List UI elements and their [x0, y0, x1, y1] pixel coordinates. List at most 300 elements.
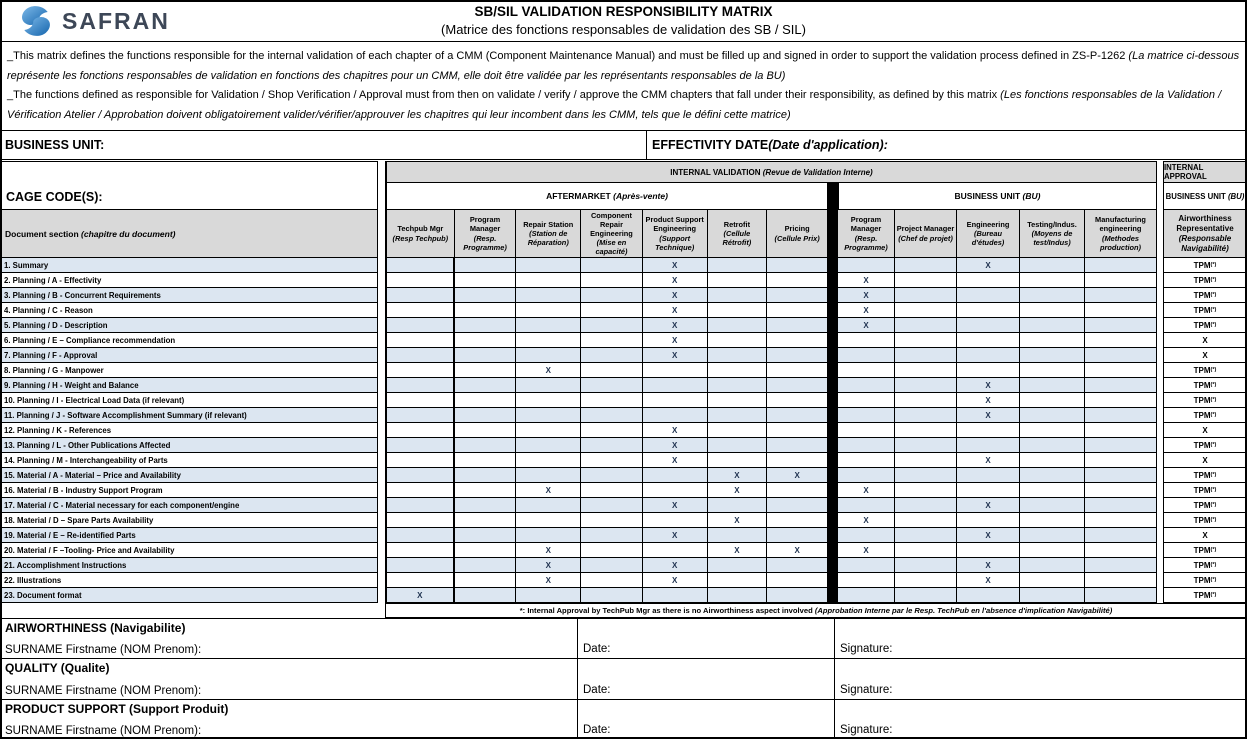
- matrix-cell: [1020, 303, 1085, 317]
- matrix-cell: [708, 453, 768, 467]
- airworthiness-date-field[interactable]: [578, 619, 835, 658]
- matrix-row: [387, 528, 828, 543]
- x-mark: X: [545, 485, 551, 495]
- row-label: 13. Planning / L - Other Publications Affected: [1, 438, 377, 453]
- x-mark: X: [863, 305, 869, 315]
- matrix-cell: [838, 528, 895, 542]
- product-support-date-field[interactable]: [578, 700, 835, 739]
- matrix-cell: [455, 348, 517, 362]
- matrix-cell: [455, 333, 517, 347]
- matrix-cell: [455, 408, 517, 422]
- matrix-cell: [1020, 333, 1085, 347]
- matrix-cell: [838, 318, 895, 332]
- matrix-cell: [838, 363, 895, 377]
- matrix-row: [838, 588, 1157, 603]
- matrix-cell: [516, 498, 581, 512]
- matrix-cell: [643, 528, 708, 542]
- matrix-row: [387, 573, 828, 588]
- matrix-cell: [708, 483, 768, 497]
- matrix-cell: [455, 543, 517, 557]
- matrix-cell: [387, 333, 455, 347]
- matrix-cell: [957, 588, 1020, 602]
- matrix-row: [838, 408, 1157, 423]
- matrix-cell: [1020, 513, 1085, 527]
- approval-cell: TPM (*): [1164, 363, 1246, 378]
- row-label: 20. Material / F –Tooling- Price and Availability: [1, 543, 377, 558]
- matrix-cell: [767, 258, 828, 272]
- matrix-cell: [455, 423, 517, 437]
- matrix-cell: [1085, 318, 1157, 332]
- column-header-component-repair-engineering: [581, 209, 643, 258]
- x-mark: X: [545, 575, 551, 585]
- x-mark: X: [545, 545, 551, 555]
- matrix-cell: [516, 438, 581, 452]
- x-mark: X: [545, 365, 551, 375]
- matrix-cell: [1020, 393, 1085, 407]
- matrix-cell: [708, 348, 768, 362]
- matrix-cell: [838, 543, 895, 557]
- matrix-cell: [387, 453, 455, 467]
- matrix-cell: [387, 513, 455, 527]
- column-header-program-manager: [455, 209, 517, 258]
- matrix-cell: [581, 528, 643, 542]
- matrix-cell: [1085, 498, 1157, 512]
- x-mark: X: [985, 560, 991, 570]
- matrix-cell: [895, 288, 957, 302]
- matrix-cell: [455, 318, 517, 332]
- matrix-cell: [767, 318, 828, 332]
- matrix-cell: [838, 258, 895, 272]
- matrix-cell: [581, 498, 643, 512]
- matrix-cell: [838, 453, 895, 467]
- signature-label: Signature:: [840, 643, 893, 656]
- column-header-fr: (Methodes production): [1099, 233, 1142, 252]
- footnote-en: *: Internal Approval by TechPub Mgr as there is no Airworthiness aspect involved: [519, 606, 815, 615]
- matrix-cell: [643, 318, 708, 332]
- approval-cell: TPM (*): [1164, 258, 1246, 273]
- x-mark: X: [985, 260, 991, 270]
- date-label: Date:: [583, 683, 611, 696]
- column-header-fr: (Cellule Rétrofit): [722, 228, 752, 248]
- matrix-row: [838, 453, 1157, 468]
- effectivity-date-field[interactable]: [647, 131, 1247, 159]
- matrix-cell: [838, 558, 895, 572]
- matrix-cell: [767, 588, 828, 602]
- matrix-row: [838, 468, 1157, 483]
- title-block: [0, 3, 1247, 39]
- matrix-cell: [581, 438, 643, 452]
- column-header-en: Program Manager: [469, 215, 501, 234]
- matrix-row: [387, 348, 828, 363]
- matrix-cell: [895, 513, 957, 527]
- matrix-cell: [895, 258, 957, 272]
- matrix-row: [838, 498, 1157, 513]
- matrix-cell: [767, 363, 828, 377]
- matrix-cell: [767, 303, 828, 317]
- matrix-cell: [581, 273, 643, 287]
- matrix-cell: [581, 333, 643, 347]
- x-mark: X: [672, 500, 678, 510]
- airworthiness-name-field[interactable]: [0, 619, 578, 658]
- matrix-cell: [455, 288, 517, 302]
- matrix-row: [387, 273, 828, 288]
- matrix-cell: [516, 378, 581, 392]
- matrix-cell: [387, 588, 455, 602]
- column-header-techpub-mgr: [387, 209, 455, 258]
- matrix-cell: [957, 288, 1020, 302]
- matrix-row: [838, 333, 1157, 348]
- column-header-fr: (Cellule Prix): [774, 233, 820, 243]
- matrix-cell: [581, 468, 643, 482]
- x-mark: X: [545, 560, 551, 570]
- matrix-cell: [581, 423, 643, 437]
- matrix-cell: [767, 273, 828, 287]
- matrix-cell: [1020, 498, 1085, 512]
- matrix-cell: [957, 498, 1020, 512]
- x-mark: X: [417, 590, 423, 600]
- approval-cell: TPM (*): [1164, 558, 1246, 573]
- internal-validation-label-fr: (Revue de Validation Interne): [762, 167, 873, 177]
- matrix-cell: [838, 408, 895, 422]
- document-section-rows: [0, 258, 378, 603]
- row-label: 4. Planning / C - Reason: [1, 303, 377, 318]
- quality-date-field[interactable]: [578, 659, 835, 698]
- matrix-cell: [516, 408, 581, 422]
- column-header-en: Product Support Engineering: [645, 215, 704, 234]
- matrix-row: [387, 438, 828, 453]
- cage-codes-field[interactable]: [0, 161, 378, 210]
- column-header-repair-station: [516, 209, 581, 258]
- column-header-product-support-engineering: [643, 209, 708, 258]
- approval-cell: X: [1164, 528, 1246, 543]
- matrix-cell: [957, 303, 1020, 317]
- matrix-cell: [895, 528, 957, 542]
- matrix-row: [838, 273, 1157, 288]
- matrix-cell: [455, 588, 517, 602]
- matrix-cell: [387, 528, 455, 542]
- matrix-cell: [1020, 348, 1085, 362]
- matrix-cell: [895, 438, 957, 452]
- x-mark: X: [672, 305, 678, 315]
- bu-group-label: BUSINESS UNIT: [954, 191, 1023, 201]
- matrix-cell: [516, 453, 581, 467]
- matrix-cell: [581, 393, 643, 407]
- bu-matrix-cells: [838, 258, 1157, 603]
- surname-label: SURNAME Firstname (NOM Prenom):: [5, 684, 202, 697]
- matrix-cell: [1085, 558, 1157, 572]
- matrix-row: [838, 483, 1157, 498]
- matrix-cell: [838, 393, 895, 407]
- row-label: 12. Planning / K - References: [1, 423, 377, 438]
- row-label: 23. Document format: [1, 588, 377, 603]
- matrix-cell: [1020, 288, 1085, 302]
- matrix-cell: [1085, 333, 1157, 347]
- x-mark: X: [985, 500, 991, 510]
- approval-cell: TPM (*): [1164, 273, 1246, 288]
- cage-codes-label: CAGE CODE(S):: [6, 190, 103, 204]
- matrix-cell: [455, 483, 517, 497]
- approval-cell: TPM (*): [1164, 468, 1246, 483]
- row-label: 9. Planning / H - Weight and Balance: [1, 378, 377, 393]
- matrix-cell: [455, 378, 517, 392]
- matrix-cell: [387, 258, 455, 272]
- matrix-cell: [1020, 438, 1085, 452]
- matrix-cell: [581, 483, 643, 497]
- column-header-project-manager: [895, 209, 957, 258]
- bu-column-headers: [838, 209, 1157, 258]
- matrix-cell: [516, 288, 581, 302]
- matrix-cell: [957, 273, 1020, 287]
- column-header-retrofit: [708, 209, 768, 258]
- bu-group-label-fr: (BU): [1022, 191, 1041, 201]
- matrix-cell: [1085, 258, 1157, 272]
- matrix-cell: [516, 318, 581, 332]
- matrix-cell: [957, 483, 1020, 497]
- matrix-cell: [387, 393, 455, 407]
- x-mark: X: [985, 380, 991, 390]
- matrix-cell: [767, 543, 828, 557]
- matrix-cell: [455, 498, 517, 512]
- matrix-cell: [1085, 468, 1157, 482]
- x-mark: X: [863, 290, 869, 300]
- matrix-cell: [516, 588, 581, 602]
- matrix-cell: [767, 513, 828, 527]
- row-label: 15. Material / A - Material – Price and Availability: [1, 468, 377, 483]
- matrix-row: [838, 303, 1157, 318]
- column-header-en: Repair Station: [523, 219, 574, 229]
- matrix-cell: [455, 558, 517, 572]
- business-unit-row: [0, 131, 1247, 160]
- matrix-cell: [957, 558, 1020, 572]
- matrix-cell: [957, 573, 1020, 587]
- x-mark: X: [672, 275, 678, 285]
- matrix-cell: [643, 258, 708, 272]
- matrix-cell: [1085, 363, 1157, 377]
- matrix-cell: [1085, 528, 1157, 542]
- row-label: 10. Planning / I - Electrical Load Data (if relevant): [1, 393, 377, 408]
- matrix-cell: [1085, 273, 1157, 287]
- matrix-cell: [957, 408, 1020, 422]
- matrix-cell: [455, 303, 517, 317]
- matrix-cell: [838, 573, 895, 587]
- row-label: 2. Planning / A - Effectivity: [1, 273, 377, 288]
- matrix-cell: [708, 468, 768, 482]
- matrix-cell: [957, 318, 1020, 332]
- matrix-cell: [643, 513, 708, 527]
- matrix-cell: [767, 438, 828, 452]
- signature-section: [0, 618, 1247, 739]
- column-header-fr: (Resp Techpub): [392, 233, 449, 243]
- matrix-cell: [581, 513, 643, 527]
- matrix-row: [838, 378, 1157, 393]
- matrix-cell: [387, 408, 455, 422]
- matrix-cell: [895, 303, 957, 317]
- matrix-row: [838, 573, 1157, 588]
- x-mark: X: [794, 470, 800, 480]
- column-header-fr: (Mise en capacité): [595, 238, 628, 257]
- matrix-row: [838, 288, 1157, 303]
- document-section-label: Document section: [5, 228, 82, 239]
- matrix-cell: [1020, 318, 1085, 332]
- matrix-cell: [1020, 468, 1085, 482]
- approval-cell: TPM (*): [1164, 393, 1246, 408]
- matrix-cell: [516, 573, 581, 587]
- matrix-cell: [516, 558, 581, 572]
- matrix-cell: [838, 288, 895, 302]
- footnote: [385, 603, 1247, 618]
- signature-row-product-support: [0, 699, 1247, 739]
- matrix-cell: [387, 558, 455, 572]
- matrix-row: [838, 438, 1157, 453]
- product-support-name-field[interactable]: [0, 700, 578, 739]
- matrix-cell: [1085, 513, 1157, 527]
- matrix-row: [387, 483, 828, 498]
- matrix-cell: [895, 468, 957, 482]
- matrix-cell: [455, 453, 517, 467]
- matrix-cell: [643, 543, 708, 557]
- matrix-cell: [1085, 423, 1157, 437]
- x-mark: X: [863, 515, 869, 525]
- matrix-cell: [708, 363, 768, 377]
- matrix-cell: [767, 453, 828, 467]
- matrix-cell: [516, 333, 581, 347]
- approval-cell: TPM (*): [1164, 303, 1246, 318]
- page-subtitle: (Matrice des fonctions responsables de validation des SB / SIL): [441, 22, 806, 38]
- date-label: Date:: [583, 723, 611, 736]
- row-label: 22. Illustrations: [1, 573, 377, 588]
- approval-cell: X: [1164, 348, 1246, 363]
- row-label: 6. Planning / E – Compliance recommendation: [1, 333, 377, 348]
- matrix-cell: [767, 468, 828, 482]
- column-header-en: Techpub Mgr: [397, 224, 444, 234]
- x-mark: X: [672, 260, 678, 270]
- matrix-cell: [708, 408, 768, 422]
- matrix-cell: [1020, 483, 1085, 497]
- row-label: 11. Planning / J - Software Accomplishment Summary (if relevant): [1, 408, 377, 423]
- matrix-cell: [643, 378, 708, 392]
- approval-cell: TPM (*): [1164, 288, 1246, 303]
- x-mark: X: [672, 575, 678, 585]
- matrix-cell: [387, 483, 455, 497]
- aftermarket-label: AFTERMARKET: [546, 191, 614, 201]
- column-header-engineering: [957, 209, 1020, 258]
- matrix-row: [838, 423, 1157, 438]
- matrix-cell: [516, 513, 581, 527]
- surname-label: SURNAME Firstname (NOM Prenom):: [5, 644, 202, 657]
- approval-cell: TPM (*): [1164, 588, 1246, 603]
- matrix-row: [838, 528, 1157, 543]
- column-header-en: Pricing: [784, 224, 810, 234]
- matrix-cell: [581, 258, 643, 272]
- matrix-cell: [581, 303, 643, 317]
- column-header-en: Testing/Indus.: [1027, 219, 1077, 229]
- product-support-signature-field[interactable]: [835, 700, 1247, 739]
- row-label: 19. Material / E – Re-identified Parts: [1, 528, 377, 543]
- matrix-row: [387, 468, 828, 483]
- approval-cell: TPM (*): [1164, 318, 1246, 333]
- column-header-en: Engineering: [966, 219, 1010, 229]
- matrix-cell: [643, 468, 708, 482]
- signature-role-label: AIRWORTHINESS (Navigabilite): [5, 621, 186, 635]
- matrix-cell: [957, 453, 1020, 467]
- approval-cell: TPM (*): [1164, 438, 1246, 453]
- matrix-cell: [708, 573, 768, 587]
- quality-signature-field[interactable]: [835, 659, 1247, 698]
- matrix-cell: [581, 378, 643, 392]
- x-mark: X: [734, 545, 740, 555]
- internal-validation-header: [385, 161, 1157, 183]
- business-unit-label: BUSINESS UNIT:: [5, 138, 105, 152]
- matrix-row: [387, 408, 828, 423]
- matrix-cell: [838, 438, 895, 452]
- matrix-cell: [387, 498, 455, 512]
- matrix-cell: [838, 588, 895, 602]
- approval-cell: X: [1164, 423, 1246, 438]
- matrix-cell: [708, 558, 768, 572]
- matrix-row: [387, 303, 828, 318]
- matrix-cell: [895, 558, 957, 572]
- matrix-cell: [708, 423, 768, 437]
- matrix-cell: [643, 393, 708, 407]
- matrix-row: [838, 558, 1157, 573]
- aftermarket-bu-divider: [828, 182, 838, 603]
- matrix-row: [838, 543, 1157, 558]
- x-mark: X: [985, 575, 991, 585]
- matrix-cell: [581, 408, 643, 422]
- x-mark: X: [734, 470, 740, 480]
- matrix-cell: [455, 528, 517, 542]
- signature-label: Signature:: [840, 723, 893, 736]
- x-mark: X: [672, 530, 678, 540]
- matrix-cell: [1020, 363, 1085, 377]
- matrix-cell: [957, 528, 1020, 542]
- matrix-cell: [895, 273, 957, 287]
- business-unit-field[interactable]: [0, 131, 647, 159]
- matrix-cell: [767, 573, 828, 587]
- matrix-cell: [767, 408, 828, 422]
- matrix-cell: [1020, 543, 1085, 557]
- matrix-cell: [581, 363, 643, 377]
- matrix-cell: [516, 543, 581, 557]
- x-mark: X: [985, 410, 991, 420]
- matrix-row: [387, 378, 828, 393]
- x-mark: X: [985, 395, 991, 405]
- x-mark: X: [672, 560, 678, 570]
- matrix-cell: [455, 573, 517, 587]
- matrix-cell: [1085, 588, 1157, 602]
- quality-name-field[interactable]: [0, 659, 578, 698]
- matrix-cell: [643, 303, 708, 317]
- aftermarket-column-headers: [385, 209, 828, 258]
- airworthiness-representative-header: [1163, 209, 1247, 258]
- column-header-en: Program Manager: [850, 215, 882, 234]
- approval-cell: X: [1164, 333, 1246, 348]
- matrix-cell: [581, 348, 643, 362]
- matrix-cell: [838, 378, 895, 392]
- matrix-cell: [708, 273, 768, 287]
- column-header-en: Project Manager: [896, 224, 955, 234]
- matrix-cell: [1085, 303, 1157, 317]
- airworthiness-signature-field[interactable]: [835, 619, 1247, 658]
- matrix-cell: [516, 393, 581, 407]
- internal-approval-header: INTERNAL APPROVAL: [1163, 161, 1247, 183]
- matrix-cell: [1020, 588, 1085, 602]
- x-mark: X: [863, 545, 869, 555]
- document-header: [0, 0, 1247, 42]
- matrix-cell: [767, 528, 828, 542]
- matrix-cell: [957, 363, 1020, 377]
- matrix-cell: [957, 543, 1020, 557]
